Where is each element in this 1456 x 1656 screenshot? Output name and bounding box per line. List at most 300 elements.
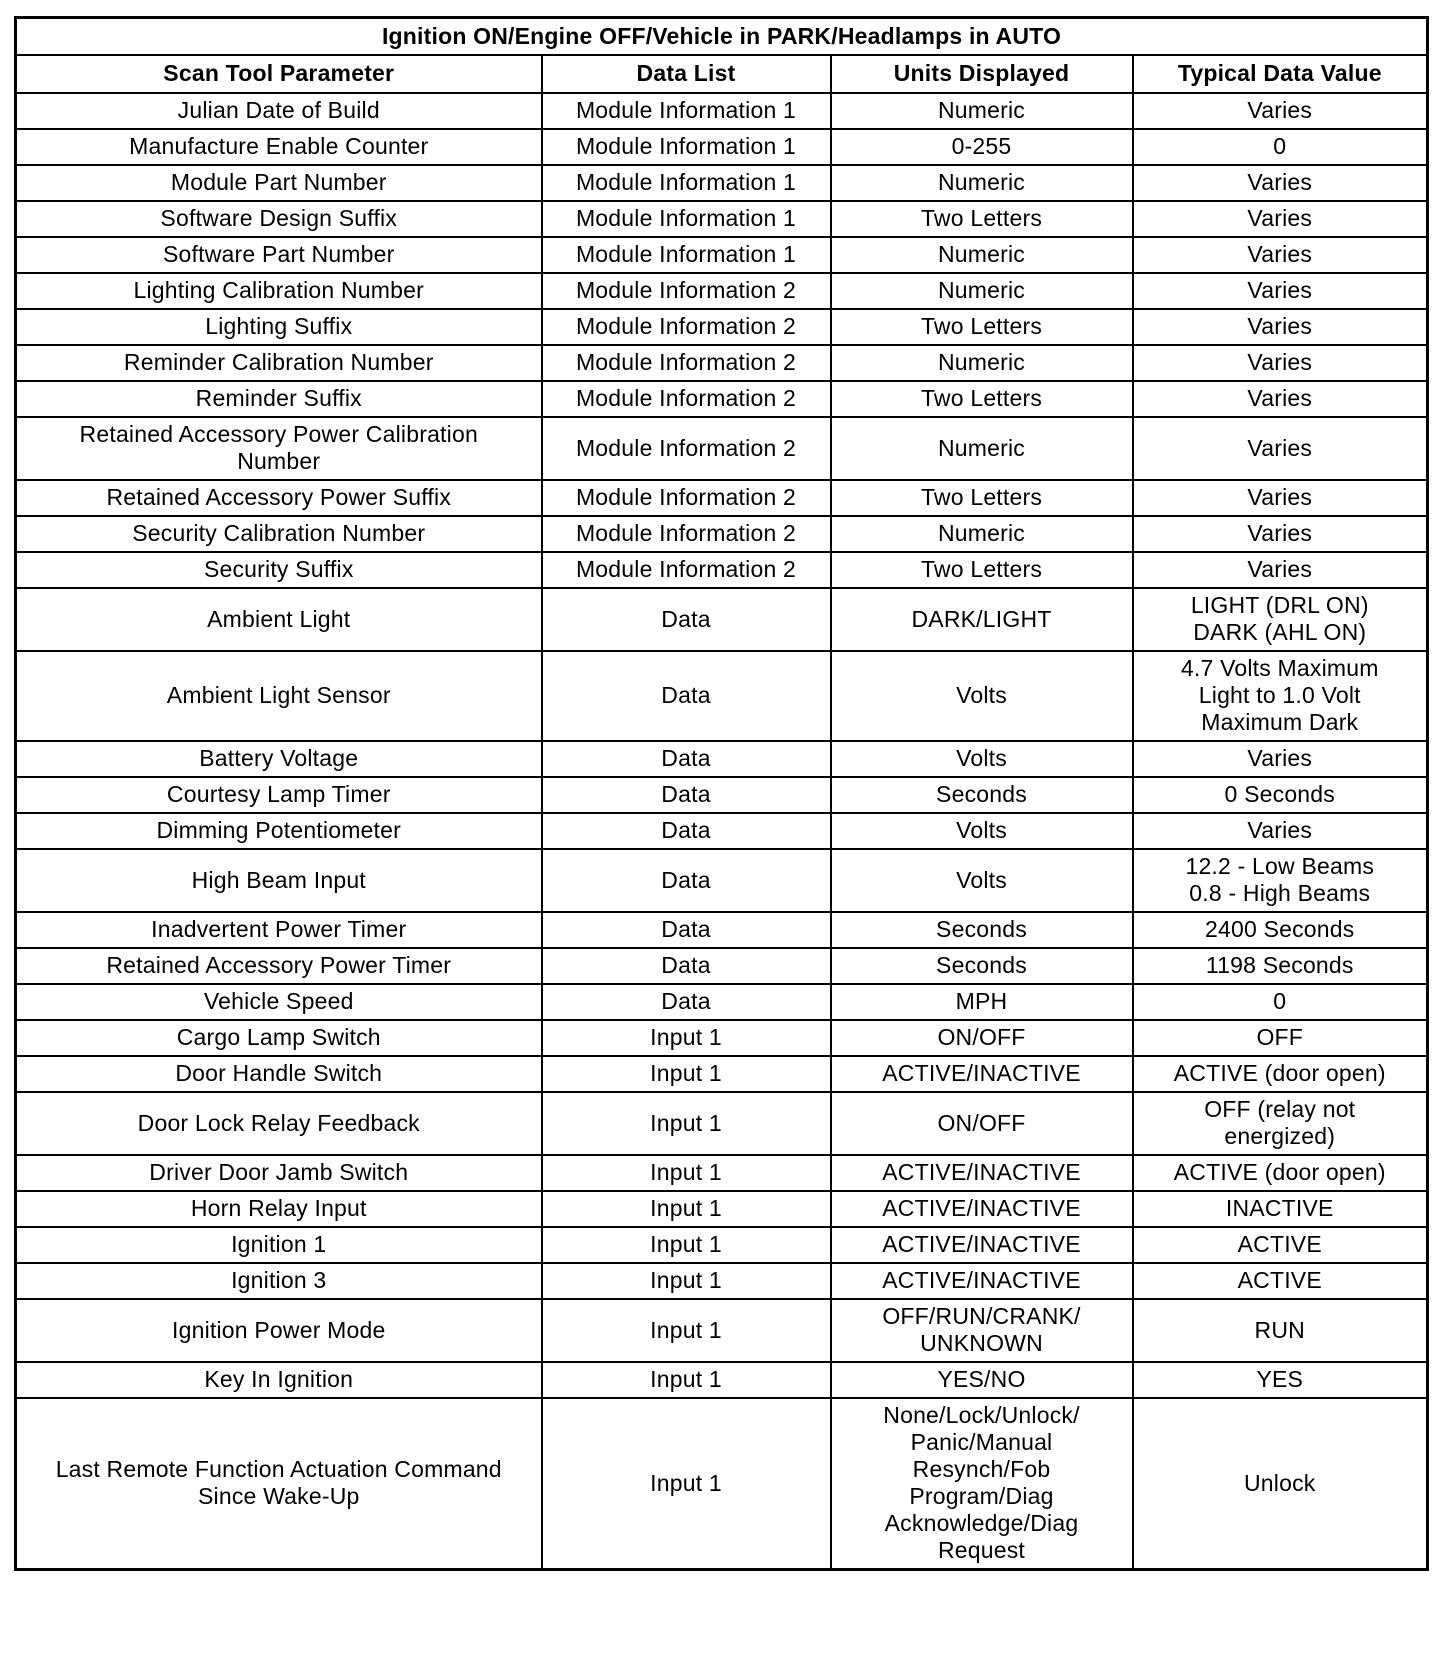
cell-text-line: LIGHT (DRL ON) <box>1190 592 1369 618</box>
cell-text-line: Module Information 1 <box>575 169 797 195</box>
cell-text-line: Module Information 2 <box>575 349 797 375</box>
cell-text-line: ACTIVE/INACTIVE <box>882 1159 1081 1185</box>
table-row <box>16 552 1428 588</box>
cell-text-line: None/Lock/Unlock/ <box>883 1402 1080 1428</box>
data-list-cell <box>542 741 831 777</box>
cell-text-line: Cargo Lamp Switch <box>176 1024 381 1050</box>
units-cell <box>831 1263 1133 1299</box>
parameter-cell <box>16 588 542 651</box>
cell-text-line: Module Information 2 <box>575 520 797 546</box>
cell-text-line: Input 1 <box>650 1267 722 1293</box>
data-list-cell <box>542 381 831 417</box>
typical-value-cell <box>1133 651 1428 741</box>
cell-text-line: Door Lock Relay Feedback <box>137 1109 420 1136</box>
cell-text-line: Numeric <box>937 520 1026 546</box>
data-list-cell <box>542 165 831 201</box>
units-cell <box>831 912 1133 948</box>
data-list-cell <box>542 1398 831 1570</box>
units-cell <box>831 984 1133 1020</box>
units-cell <box>831 1227 1133 1263</box>
units-cell <box>831 93 1133 129</box>
cell-text-line: Two Letters <box>920 205 1043 231</box>
data-list-cell <box>542 1227 831 1263</box>
cell-text-line: Module Part Number <box>170 169 387 195</box>
table-row <box>16 651 1428 741</box>
units-cell <box>831 813 1133 849</box>
parameter-cell <box>16 1398 542 1570</box>
data-list-cell <box>542 813 831 849</box>
cell-text-line: Varies <box>1247 385 1313 411</box>
cell-text-line: Data <box>661 682 711 708</box>
data-list-cell <box>542 1299 831 1362</box>
cell-text-line: Varies <box>1247 169 1313 195</box>
table-row <box>16 309 1428 345</box>
cell-text-line: UNKNOWN <box>920 1330 1043 1356</box>
cell-text-line: energized) <box>1224 1123 1336 1149</box>
scan-tool-data-table <box>14 16 1429 1571</box>
table-row <box>16 237 1428 273</box>
cell-text-line: Horn Relay Input <box>190 1195 367 1221</box>
units-cell <box>831 417 1133 480</box>
cell-text-line: Seconds <box>936 952 1027 978</box>
cell-text-line: Unlock <box>1243 1469 1316 1496</box>
cell-text-line: 0 Seconds <box>1224 781 1335 807</box>
units-cell <box>831 129 1133 165</box>
cell-text-line: OFF/RUN/CRANK/ <box>882 1303 1081 1329</box>
cell-text-line: Vehicle Speed <box>203 988 354 1014</box>
typical-value-cell <box>1133 273 1428 309</box>
cell-text-line: Seconds <box>936 781 1027 807</box>
data-list-cell <box>542 417 831 480</box>
typical-value-cell <box>1133 849 1428 912</box>
cell-text-line: Lighting Calibration Number <box>133 277 424 303</box>
cell-text-line: Data <box>661 817 711 843</box>
units-cell <box>831 165 1133 201</box>
typical-value-cell <box>1133 93 1428 129</box>
parameter-cell <box>16 552 542 588</box>
cell-text-line: Numeric <box>937 277 1026 303</box>
cell-text-line: Varies <box>1247 434 1313 461</box>
parameter-cell <box>16 201 542 237</box>
table-row <box>16 984 1428 1020</box>
cell-text-line: Module Information 2 <box>575 556 797 582</box>
typical-value-cell <box>1133 417 1428 480</box>
parameter-cell <box>16 777 542 813</box>
data-list-cell <box>542 480 831 516</box>
data-list-cell <box>542 1056 831 1092</box>
data-list-cell <box>542 1191 831 1227</box>
typical-value-cell <box>1133 165 1428 201</box>
table-row <box>16 165 1428 201</box>
cell-text-line: Data <box>661 866 711 893</box>
table-row <box>16 345 1428 381</box>
parameter-cell <box>16 1155 542 1191</box>
cell-text-line: 0 <box>1273 988 1287 1014</box>
cell-text-line: Module Information 2 <box>575 385 797 411</box>
cell-text-line: Varies <box>1247 745 1313 771</box>
cell-text-line: Module Information 2 <box>575 484 797 510</box>
cell-text-line: Input 1 <box>650 1231 722 1257</box>
data-list-cell <box>542 777 831 813</box>
cell-text-line: Reminder Calibration Number <box>123 349 434 375</box>
table-row <box>16 948 1428 984</box>
cell-text-line: Module Information 1 <box>575 133 797 159</box>
data-list-cell <box>542 345 831 381</box>
cell-text-line: Module Information 1 <box>575 241 797 267</box>
cell-text-line: Module Information 2 <box>575 277 797 303</box>
units-cell <box>831 1299 1133 1362</box>
header-typical-data-value: Typical Data Value <box>1133 55 1428 93</box>
table-row <box>16 201 1428 237</box>
typical-value-cell <box>1133 480 1428 516</box>
cell-text-line: Module Information 2 <box>575 313 797 339</box>
typical-value-cell <box>1133 345 1428 381</box>
cell-text-line: Input 1 <box>650 1469 722 1496</box>
parameter-cell <box>16 984 542 1020</box>
table-row <box>16 1092 1428 1155</box>
cell-text-line: Request <box>937 1537 1026 1563</box>
data-list-cell <box>542 912 831 948</box>
parameter-cell <box>16 165 542 201</box>
parameter-cell <box>16 93 542 129</box>
cell-text-line: Reminder Suffix <box>195 385 362 411</box>
cell-text-line: OFF (relay not <box>1204 1096 1356 1122</box>
data-list-cell <box>542 1362 831 1398</box>
typical-value-cell <box>1133 552 1428 588</box>
cell-text-line: Varies <box>1247 484 1313 510</box>
table-row <box>16 480 1428 516</box>
cell-text-line: Lighting Suffix <box>205 313 353 339</box>
data-list-cell <box>542 849 831 912</box>
cell-text-line: YES <box>1256 1366 1304 1392</box>
cell-text-line: DARK (AHL ON) <box>1193 619 1367 645</box>
header-scan-tool-parameter: Scan Tool Parameter <box>16 55 542 93</box>
table-row <box>16 1398 1428 1570</box>
cell-text-line: Varies <box>1247 817 1313 843</box>
parameter-cell <box>16 381 542 417</box>
units-cell <box>831 1092 1133 1155</box>
cell-text-line: ACTIVE (door open) <box>1173 1060 1386 1086</box>
cell-text-line: Two Letters <box>920 484 1043 510</box>
parameter-cell <box>16 912 542 948</box>
cell-text-line: Input 1 <box>650 1024 722 1050</box>
typical-value-cell <box>1133 201 1428 237</box>
parameter-cell <box>16 849 542 912</box>
units-cell <box>831 552 1133 588</box>
units-cell <box>831 309 1133 345</box>
data-list-cell <box>542 237 831 273</box>
cell-text-line: Retained Accessory Power Timer <box>106 952 452 978</box>
cell-text-line: ACTIVE/INACTIVE <box>882 1060 1081 1086</box>
units-cell <box>831 1155 1133 1191</box>
parameter-cell <box>16 1227 542 1263</box>
cell-text-line: Ignition 3 <box>231 1267 327 1293</box>
parameter-cell <box>16 1056 542 1092</box>
cell-text-line: Input 1 <box>650 1366 722 1392</box>
cell-text-line: Volts <box>956 682 1007 708</box>
typical-value-cell <box>1133 741 1428 777</box>
cell-text-line: Input 1 <box>650 1195 722 1221</box>
cell-text-line: Varies <box>1247 241 1313 267</box>
cell-text-line: Data <box>661 781 711 807</box>
cell-text-line: YES/NO <box>937 1366 1026 1392</box>
cell-text-line: Acknowledge/Diag <box>884 1510 1079 1536</box>
data-list-cell <box>542 309 831 345</box>
data-list-cell <box>542 552 831 588</box>
cell-text-line: INACTIVE <box>1225 1195 1334 1221</box>
data-list-cell <box>542 1020 831 1056</box>
parameter-cell <box>16 651 542 741</box>
cell-text-line: Numeric <box>937 434 1026 461</box>
table-row <box>16 129 1428 165</box>
table-row <box>16 273 1428 309</box>
typical-value-cell <box>1133 1398 1428 1570</box>
cell-text-line: Software Design Suffix <box>160 205 398 231</box>
parameter-cell <box>16 1092 542 1155</box>
cell-text-line: Module Information 2 <box>575 434 797 461</box>
cell-text-line: Numeric <box>937 169 1026 195</box>
typical-value-cell <box>1133 1362 1428 1398</box>
cell-text-line: Two Letters <box>920 556 1043 582</box>
cell-text-line: Retained Accessory Power Suffix <box>106 484 452 510</box>
cell-text-line: 2400 Seconds <box>1205 916 1355 942</box>
data-list-cell <box>542 516 831 552</box>
units-cell <box>831 1362 1133 1398</box>
cell-text-line: Data <box>661 745 711 771</box>
data-list-cell <box>542 948 831 984</box>
cell-text-line: Battery Voltage <box>199 745 359 771</box>
table-row <box>16 1155 1428 1191</box>
parameter-cell <box>16 129 542 165</box>
units-cell <box>831 948 1133 984</box>
typical-value-cell <box>1133 777 1428 813</box>
units-cell <box>831 237 1133 273</box>
typical-value-cell <box>1133 813 1428 849</box>
table-row <box>16 777 1428 813</box>
table-row <box>16 1227 1428 1263</box>
cell-text-line: OFF <box>1256 1024 1304 1050</box>
cell-text-line: ACTIVE/INACTIVE <box>882 1231 1081 1257</box>
cell-text-line: Ignition Power Mode <box>172 1316 386 1343</box>
parameter-cell <box>16 813 542 849</box>
cell-text-line: Varies <box>1247 205 1313 231</box>
cell-text-line: Light to 1.0 Volt <box>1198 682 1361 708</box>
typical-value-cell <box>1133 948 1428 984</box>
cell-text-line: Manufacture Enable Counter <box>129 133 429 159</box>
cell-text-line: Key In Ignition <box>204 1366 354 1392</box>
cell-text-line: DARK/LIGHT <box>911 605 1052 632</box>
typical-value-cell <box>1133 1299 1428 1362</box>
typical-value-cell <box>1133 1263 1428 1299</box>
cell-text-line: Since Wake-Up <box>197 1483 360 1509</box>
cell-text-line: 1198 Seconds <box>1205 952 1354 978</box>
cell-text-line: 4.7 Volts Maximum <box>1180 655 1379 681</box>
cell-text-line: High Beam Input <box>191 866 366 893</box>
units-cell <box>831 1020 1133 1056</box>
table-row <box>16 588 1428 651</box>
typical-value-cell <box>1133 381 1428 417</box>
units-cell <box>831 588 1133 651</box>
cell-text-line: Varies <box>1247 97 1313 123</box>
cell-text-line: Door Handle Switch <box>175 1060 383 1086</box>
cell-text-line: ON/OFF <box>937 1109 1026 1136</box>
units-cell <box>831 516 1133 552</box>
cell-text-line: Program/Diag <box>909 1483 1054 1509</box>
cell-text-line: Ignition 1 <box>231 1231 327 1257</box>
units-cell <box>831 273 1133 309</box>
units-cell <box>831 201 1133 237</box>
units-cell <box>831 777 1133 813</box>
cell-text-line: Software Part Number <box>162 241 395 267</box>
typical-value-cell <box>1133 1155 1428 1191</box>
data-list-cell <box>542 1092 831 1155</box>
typical-value-cell <box>1133 912 1428 948</box>
cell-text-line: Volts <box>956 866 1007 893</box>
cell-text-line: Varies <box>1247 520 1313 546</box>
typical-value-cell <box>1133 1056 1428 1092</box>
cell-text-line: ACTIVE <box>1237 1231 1322 1257</box>
table-row <box>16 1020 1428 1056</box>
cell-text-line: Resynch/Fob <box>912 1456 1051 1482</box>
cell-text-line: Number <box>237 448 321 474</box>
table-row <box>16 813 1428 849</box>
table-row <box>16 1191 1428 1227</box>
cell-text-line: 0-255 <box>951 133 1012 159</box>
cell-text-line: Last Remote Function Actuation Command <box>55 1456 502 1482</box>
cell-text-line: Julian Date of Build <box>177 97 380 123</box>
cell-text-line: Data <box>661 988 711 1014</box>
cell-text-line: ACTIVE (door open) <box>1173 1159 1386 1185</box>
parameter-cell <box>16 237 542 273</box>
cell-text-line: ACTIVE/INACTIVE <box>882 1267 1081 1293</box>
parameter-cell <box>16 1299 542 1362</box>
parameter-cell <box>16 273 542 309</box>
units-cell <box>831 345 1133 381</box>
cell-text-line: Data <box>661 605 711 632</box>
cell-text-line: Module Information 1 <box>575 205 797 231</box>
table-row <box>16 849 1428 912</box>
data-list-cell <box>542 93 831 129</box>
table-title-row <box>16 18 1428 56</box>
cell-text-line: RUN <box>1254 1316 1305 1343</box>
table-row <box>16 741 1428 777</box>
units-cell <box>831 651 1133 741</box>
parameter-cell <box>16 741 542 777</box>
cell-text-line: Varies <box>1247 349 1313 375</box>
units-cell <box>831 741 1133 777</box>
data-list-cell <box>542 273 831 309</box>
header-units-displayed: Units Displayed <box>831 55 1133 93</box>
cell-text-line: Driver Door Jamb Switch <box>149 1159 409 1185</box>
units-cell <box>831 1398 1133 1570</box>
table-row <box>16 1362 1428 1398</box>
cell-text-line: Module Information 1 <box>575 97 797 123</box>
units-cell <box>831 381 1133 417</box>
cell-text-line: Data <box>661 952 711 978</box>
parameter-cell <box>16 948 542 984</box>
parameter-cell <box>16 309 542 345</box>
typical-value-cell <box>1133 309 1428 345</box>
cell-text-line: Retained Accessory Power Calibration <box>79 421 478 447</box>
units-cell <box>831 1191 1133 1227</box>
cell-text-line: MPH <box>955 988 1008 1014</box>
table-row <box>16 381 1428 417</box>
cell-text-line: Numeric <box>937 241 1026 267</box>
data-list-cell <box>542 588 831 651</box>
units-cell <box>831 849 1133 912</box>
data-list-cell <box>542 201 831 237</box>
cell-text-line: Input 1 <box>650 1060 722 1086</box>
table-row <box>16 516 1428 552</box>
table-row <box>16 1056 1428 1092</box>
data-list-cell <box>542 129 831 165</box>
table-row <box>16 1263 1428 1299</box>
cell-text-line: Security Suffix <box>203 556 354 582</box>
cell-text-line: Numeric <box>937 349 1026 375</box>
cell-text-line: Numeric <box>937 97 1026 123</box>
cell-text-line: Varies <box>1247 277 1313 303</box>
typical-value-cell <box>1133 516 1428 552</box>
data-list-cell <box>542 1263 831 1299</box>
units-cell <box>831 480 1133 516</box>
data-list-cell <box>542 984 831 1020</box>
cell-text-line: Inadvertent Power Timer <box>151 916 407 942</box>
typical-value-cell <box>1133 237 1428 273</box>
table-row <box>16 1299 1428 1362</box>
header-data-list: Data List <box>542 55 831 93</box>
cell-text-line: Seconds <box>936 916 1027 942</box>
cell-text-line: ON/OFF <box>937 1024 1026 1050</box>
typical-value-cell <box>1133 1191 1428 1227</box>
cell-text-line: Dimming Potentiometer <box>156 817 401 843</box>
parameter-cell <box>16 1263 542 1299</box>
table-row <box>16 417 1428 480</box>
table-row <box>16 912 1428 948</box>
cell-text-line: Data <box>661 916 711 942</box>
cell-text-line: Ambient Light Sensor <box>166 682 391 708</box>
column-header-row <box>16 55 1428 93</box>
cell-text-line: 0 <box>1273 133 1287 159</box>
cell-text-line: Input 1 <box>650 1316 722 1343</box>
cell-text-line: Maximum Dark <box>1201 709 1359 735</box>
table-row <box>16 93 1428 129</box>
parameter-cell <box>16 1020 542 1056</box>
cell-text-line: 12.2 - Low Beams <box>1185 853 1375 879</box>
cell-text-line: Two Letters <box>920 385 1043 411</box>
cell-text-line: Varies <box>1247 313 1313 339</box>
cell-text-line: Security Calibration Number <box>132 520 426 546</box>
table-title: Ignition ON/Engine OFF/Vehicle in PARK/Headlamps in AUTO <box>16 18 1428 56</box>
cell-text-line: Varies <box>1247 556 1313 582</box>
cell-text-line: Panic/Manual <box>910 1429 1053 1455</box>
typical-value-cell <box>1133 1020 1428 1056</box>
cell-text-line: ACTIVE <box>1237 1267 1322 1293</box>
parameter-cell <box>16 516 542 552</box>
cell-text-line: Ambient Light <box>207 605 351 632</box>
typical-value-cell <box>1133 588 1428 651</box>
units-cell <box>831 1056 1133 1092</box>
scan-tool-data-sheet <box>14 16 1426 1571</box>
parameter-cell <box>16 417 542 480</box>
data-list-cell <box>542 1155 831 1191</box>
cell-text-line: Volts <box>956 817 1007 843</box>
cell-text-line: ACTIVE/INACTIVE <box>882 1195 1081 1221</box>
typical-value-cell <box>1133 129 1428 165</box>
typical-value-cell <box>1133 1092 1428 1155</box>
parameter-cell <box>16 1362 542 1398</box>
cell-text-line: Volts <box>956 745 1007 771</box>
data-list-cell <box>542 651 831 741</box>
